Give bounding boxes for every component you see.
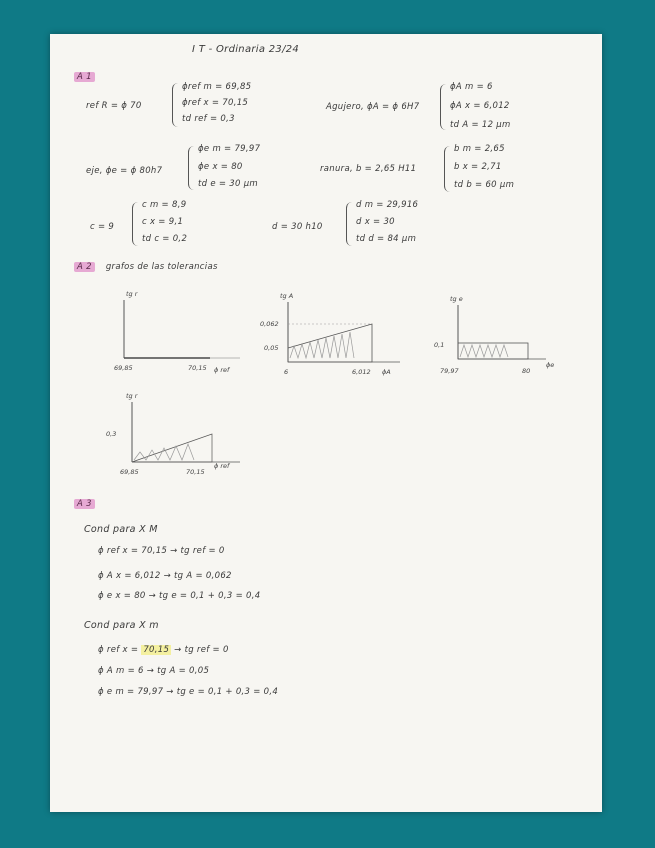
tolerance-graph-eje xyxy=(428,289,568,384)
cond-max-line-3: ϕ e x = 80 → tg e = 0,1 + 0,3 = 0,4 xyxy=(98,591,261,601)
section-a2-heading xyxy=(74,262,218,272)
eje-line-2: ϕe x = 80 xyxy=(198,162,243,172)
cond-min-line-1-post: → tg ref = 0 xyxy=(174,645,229,655)
graph4-xtick-2: 70,15 xyxy=(186,468,205,476)
d-label: d = 30 h10 xyxy=(272,222,323,232)
agujero-label: Agujero, ϕA = ϕ 6H7 xyxy=(326,102,420,112)
graph3-ylabel: tg e xyxy=(450,295,463,303)
eje-brace xyxy=(188,146,194,190)
tolerance-graph-ref-2 xyxy=(100,384,250,479)
section-a2-label: A 2 xyxy=(74,262,95,272)
graph4-ytick-1: 0,3 xyxy=(106,430,117,438)
graph2-ylabel: tg A xyxy=(280,292,294,300)
graph2-ytick-1: 0,062 xyxy=(260,320,279,328)
cond-min-line-2: ϕ A m = 6 → tg A = 0,05 xyxy=(98,666,210,676)
d-line-3: td d = 84 μm xyxy=(356,234,417,244)
cond-max-title: Cond para X M xyxy=(84,524,158,535)
ref-brace xyxy=(172,83,178,127)
agujero-line-1: ϕA m = 6 xyxy=(450,82,493,92)
graph1-xtick-1: 69,85 xyxy=(114,364,133,372)
tolerance-graph-ref xyxy=(100,284,250,374)
graph4-ylabel: tg r xyxy=(126,392,138,400)
agujero-line-3: td A = 12 μm xyxy=(450,120,511,130)
cond-min-line-1-highlight: 70,15 xyxy=(143,645,170,655)
ranura-brace xyxy=(444,146,450,192)
cond-min-line-3: ϕ e m = 79,97 → tg e = 0,1 + 0,3 = 0,4 xyxy=(98,687,279,697)
eje-line-1: ϕe m = 79,97 xyxy=(198,144,261,154)
ref-line-2: ϕref x = 70,15 xyxy=(182,98,249,108)
cond-max-line-1: ϕ ref x = 70,15 → tg ref = 0 xyxy=(98,546,225,556)
page-title: I T - Ordinaria 23/24 xyxy=(192,44,300,55)
d-line-1: d m = 29,916 xyxy=(356,200,419,210)
agujero-line-2: ϕA x = 6,012 xyxy=(450,101,510,111)
cond-min-line-1 xyxy=(98,645,229,655)
agujero-brace xyxy=(440,84,446,130)
section-a3-heading xyxy=(74,499,95,509)
ranura-line-2: b x = 2,71 xyxy=(454,162,502,172)
graph4-xtick-1: 69,85 xyxy=(120,468,139,476)
d-line-2: d x = 30 xyxy=(356,217,395,227)
graph1-xtick-2: 70,15 xyxy=(188,364,207,372)
cond-min-line-1-pre: ϕ ref x = xyxy=(98,645,139,655)
graph2-ytick-2: 0,05 xyxy=(264,344,279,352)
paper-sheet xyxy=(50,34,602,812)
ranura-line-3: td b = 60 μm xyxy=(454,180,515,190)
tolerance-graph-agujero xyxy=(260,284,410,379)
graph2-xtick-2: 6,012 xyxy=(352,368,371,376)
c-line-3: td c = 0,2 xyxy=(142,234,188,244)
ref-line-1: ϕref m = 69,85 xyxy=(182,82,252,92)
ref-line-3: td ref = 0,3 xyxy=(182,114,235,124)
eje-label: eje, ϕe = ϕ 80h7 xyxy=(86,166,163,176)
eje-line-3: td e = 30 μm xyxy=(198,179,258,189)
graph1-ylabel: tg r xyxy=(126,290,138,298)
cond-min-title: Cond para X m xyxy=(84,620,159,631)
graph4-xlabel: ϕ ref xyxy=(214,462,230,470)
graph1-xlabel: ϕ ref xyxy=(214,366,230,374)
c-line-1: c m = 8,9 xyxy=(142,200,187,210)
d-brace xyxy=(346,202,352,246)
section-a2-text: grafos de las tolerancias xyxy=(105,262,218,272)
ranura-line-1: b m = 2,65 xyxy=(454,144,505,154)
section-a3-label: A 3 xyxy=(74,499,95,509)
graph2-xtick-1: 6 xyxy=(284,368,289,376)
c-label: c = 9 xyxy=(90,222,115,232)
graph3-ytick-1: 0,1 xyxy=(434,341,445,349)
section-a1-label: A 1 xyxy=(74,72,95,82)
ranura-label: ranura, b = 2,65 H11 xyxy=(320,164,417,174)
cond-max-line-2: ϕ A x = 6,012 → tg A = 0,062 xyxy=(98,571,232,581)
graph3-xtick-1: 79,97 xyxy=(440,367,459,375)
graph3-xtick-2: 80 xyxy=(522,367,531,375)
ref-label: ref R = ϕ 70 xyxy=(86,101,142,111)
c-line-2: c x = 9,1 xyxy=(142,217,184,227)
c-brace xyxy=(132,202,138,246)
section-a1-heading xyxy=(74,72,95,82)
graph3-xlabel: ϕe xyxy=(546,361,555,369)
graph2-xlabel: ϕA xyxy=(382,368,391,376)
